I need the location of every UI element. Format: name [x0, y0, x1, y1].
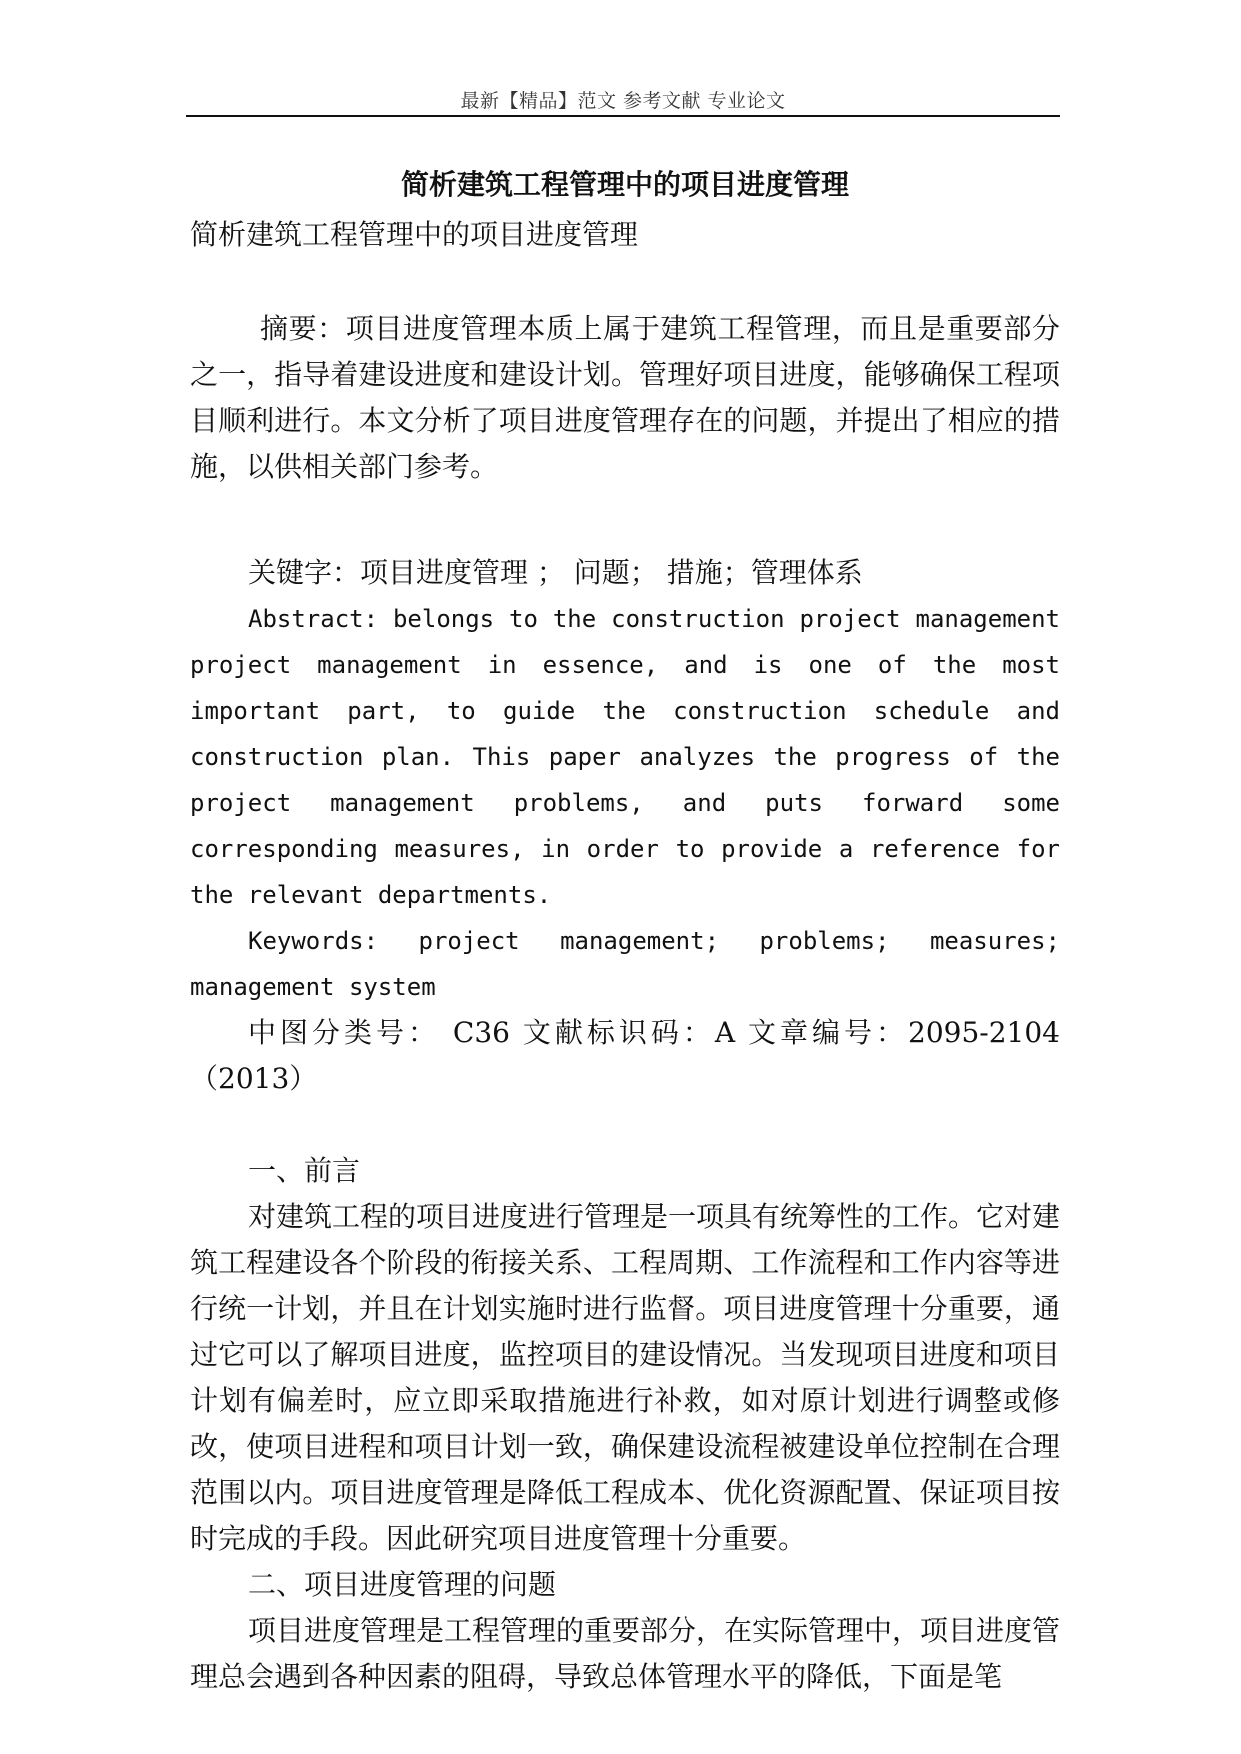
spacer: [190, 1102, 1060, 1148]
section2-heading: 二、项目进度管理的问题: [248, 1568, 557, 1601]
classification-line: 中图分类号： C36 文献标识码：A 文章编号：2095-2104（2013）: [190, 1016, 1060, 1095]
keywords-cn: 关键字：项目进度管理 ； 问题； 措施；管理体系: [248, 556, 863, 589]
spacer: [190, 490, 1060, 536]
section1-body: 对建筑工程的项目进度进行管理是一项具有统筹性的工作。它对建筑工程建设各个阶段的衔接关系、工程周期、工作流程和工作内容等进行统一计划，并且在计划实施时进行监督。项目进度管理十分重要，通过它可以了解项目进度，监控项目的建设情况。当发现项目进度和项目计划有偏差时，应立即采取措施进行补救，如对原计划进行调整或修改，使项目进程和项目计划一致，确保建设流程被建设单位控制在合理范围以内。项目进度管理是降低工程成本、优化资源配置、保证项目按时完成的手段。因此研究项目进度管理十分重要。: [190, 1200, 1061, 1555]
section2-body: 项目进度管理是工程管理的重要部分，在实际管理中，项目进度管理总会遇到各种因素的阻碍，导致总体管理水平的降低，下面是笔: [190, 1614, 1061, 1693]
document-title: 简析建筑工程管理中的项目进度管理: [400, 168, 849, 201]
spacer: [190, 260, 1060, 306]
document-body: [190, 160, 1060, 1700]
header-divider: [186, 115, 1060, 117]
section1-heading: 一、前言: [248, 1154, 361, 1187]
keywords-en: Keywords: project management; problems; measures; management system: [190, 927, 1060, 1001]
spacer: [190, 536, 1060, 550]
abstract-en: Abstract: belongs to the construction project management project management in essence, and is one of the most important part, to guide the construction schedule and construction plan. This paper analyzes the progress of the project management problems, and puts forward some corresponding measures, in order to provide a reference for the relevant departments.: [190, 605, 1060, 909]
page-header: 最新【精品】范文 参考文献 专业论文: [460, 90, 786, 112]
document-subtitle: 简析建筑工程管理中的项目进度管理: [190, 218, 639, 251]
abstract-cn: 摘要：项目进度管理本质上属于建筑工程管理，而且是重要部分之一，指导着建设进度和建设计划。管理好项目进度，能够确保工程项目顺利进行。本文分析了项目进度管理存在的问题，并提出了相应的措施，以供相关部门参考。: [190, 312, 1060, 483]
